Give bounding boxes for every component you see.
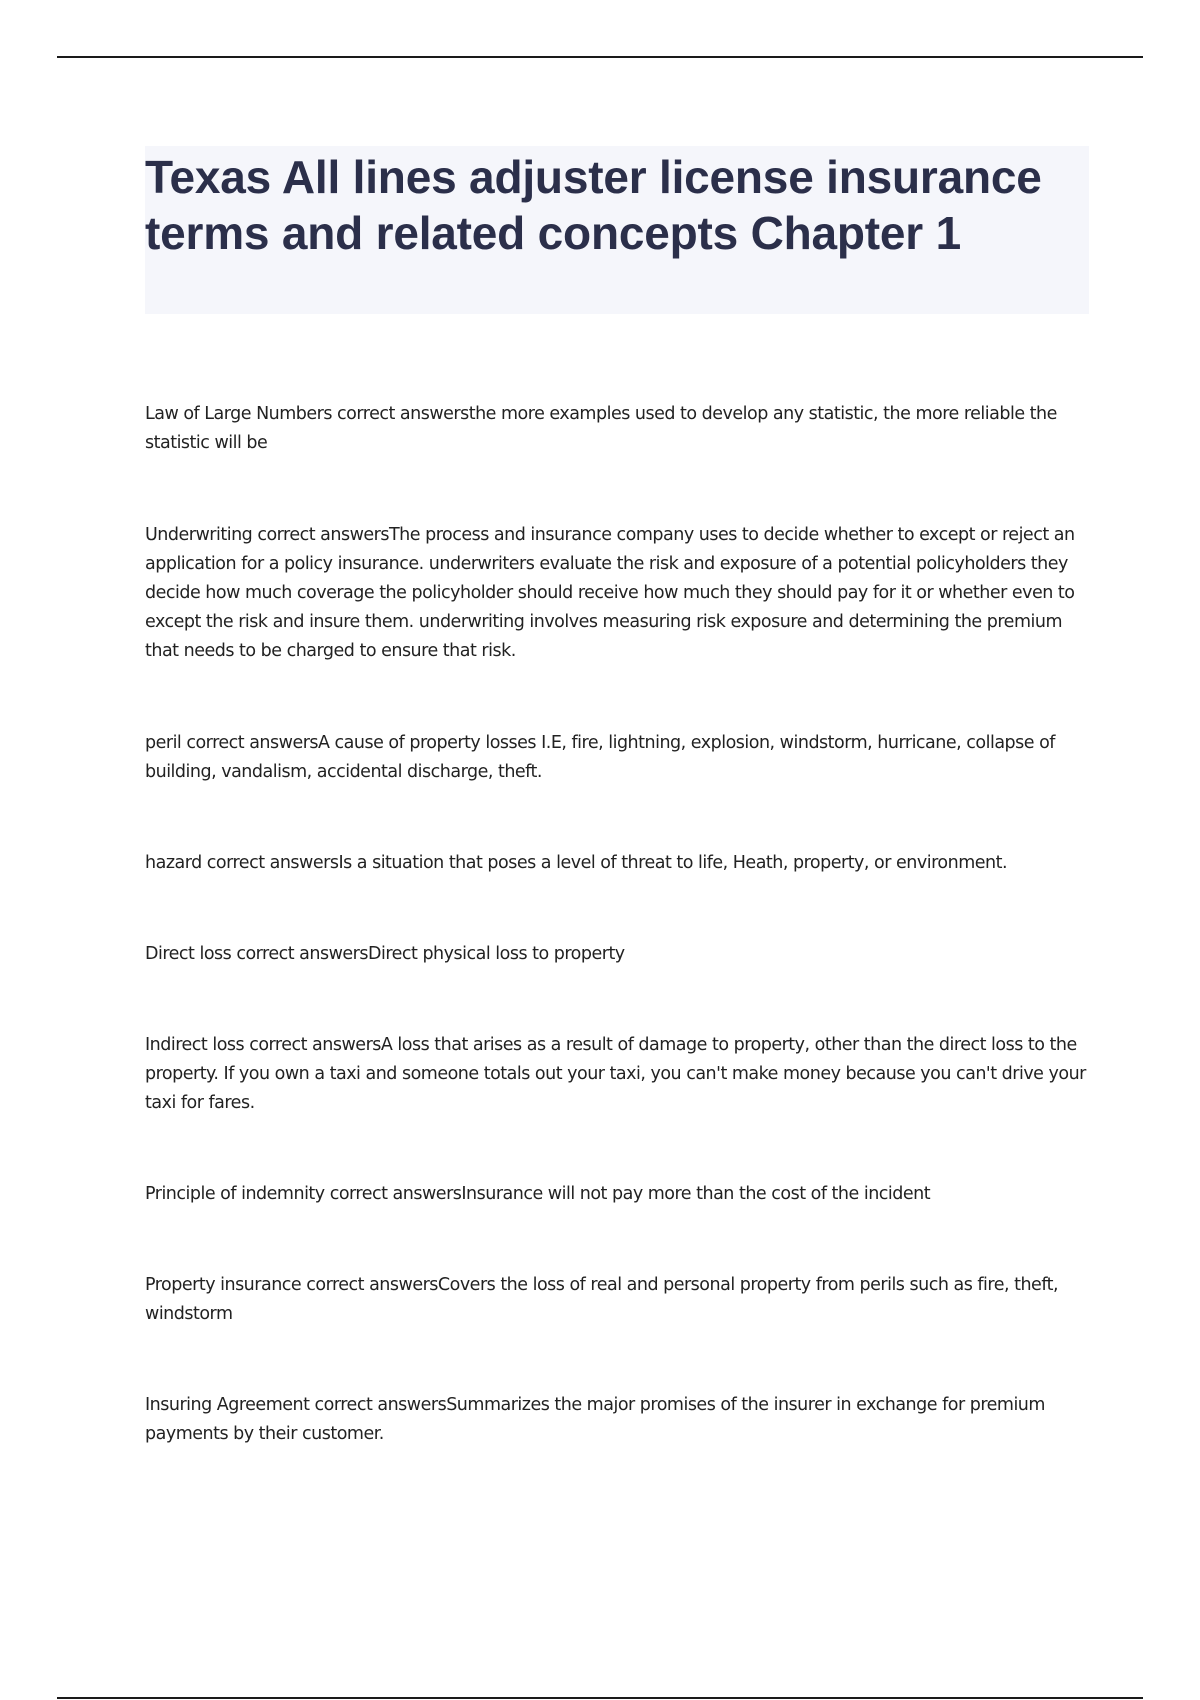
entry-law-of-large-numbers: Law of Large Numbers correct answersthe more examples used to develop any statistic, the more reliable the statistic will be [145, 404, 1057, 453]
bottom-divider [57, 1697, 1143, 1699]
entry-peril: peril correct answersA cause of property losses I.E, fire, lightning, explosion, windstorm, hurricane, collapse of building, vandalism, accidental discharge, theft. [145, 733, 1055, 782]
entry-property-insurance: Property insurance correct answersCovers the loss of real and personal property from perils such as fire, theft, windstorm [145, 1275, 1059, 1324]
title-banner [145, 146, 1089, 314]
entry-insuring-agreement: Insuring Agreement correct answersSummarizes the major promises of the insurer in exchange for premium payments by their customer. [145, 1395, 1045, 1444]
page-title: Texas All lines adjuster license insurance terms and related concepts Chapter 1 [145, 151, 1042, 259]
entry-underwriting: Underwriting correct answersThe process and insurance company uses to decide whether to except or reject an application for a policy insurance. underwriters evaluate the risk and exposure of a potential policyholders they decide how much coverage the policyholder should receive how much they should pay for it or whether even to except the risk and insure them. underwriting involves measuring risk exposure and determining the premium that needs to be charged to ensure that risk. [145, 525, 1075, 661]
entry-indirect-loss: Indirect loss correct answersA loss that arises as a result of damage to property, other than the direct loss to the property. If you own a taxi and someone totals out your taxi, you can't make money because you can't drive your taxi for fares. [145, 1035, 1086, 1113]
top-divider [57, 56, 1143, 58]
entry-principle-of-indemnity: Principle of indemnity correct answersInsurance will not pay more than the cost of the incident [145, 1184, 931, 1204]
entry-direct-loss: Direct loss correct answersDirect physical loss to property [145, 944, 625, 964]
entry-hazard: hazard correct answersIs a situation that poses a level of threat to life, Heath, property, or environment. [145, 853, 1008, 873]
